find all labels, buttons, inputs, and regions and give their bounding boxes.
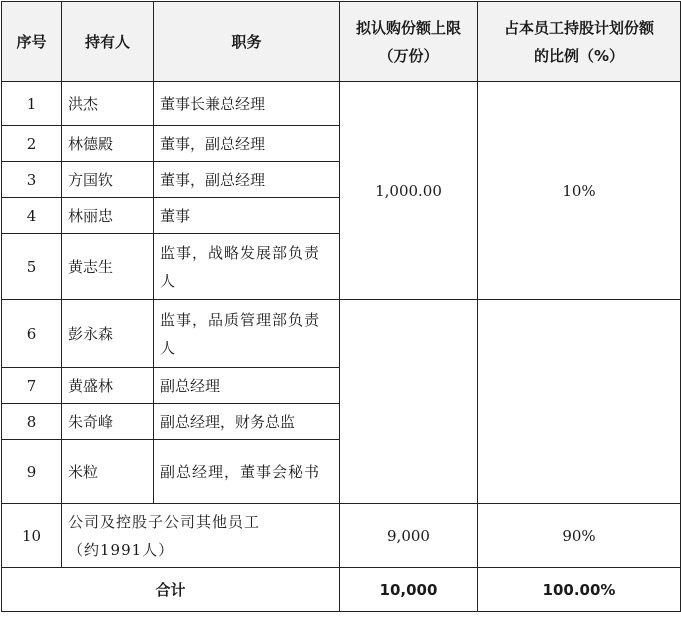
row-position: 副总经理 [154, 368, 340, 404]
row-no: 1 [2, 82, 62, 126]
header-ratio [478, 2, 681, 82]
row-no: 4 [2, 198, 62, 234]
header-position: 职务 [154, 2, 340, 82]
group2-cap-empty [340, 300, 478, 504]
table-row [2, 504, 681, 568]
row-no: 9 [2, 440, 62, 504]
header-ratio-line1: 占本员工持股计划份额 [503, 18, 654, 37]
header-cap-line2: （万份） [378, 46, 439, 65]
row-no: 10 [2, 504, 62, 568]
group1-ratio: 10% [478, 82, 681, 300]
header-row [2, 2, 681, 82]
row-ratio: 90% [478, 504, 681, 568]
row-no: 3 [2, 162, 62, 198]
row-holder: 黄盛林 [62, 368, 154, 404]
header-cap-line1: 拟认购份额上限 [355, 18, 461, 37]
total-ratio: 100.00% [478, 568, 681, 612]
row-holder: 彭永森 [62, 300, 154, 368]
row-no: 2 [2, 126, 62, 162]
header-ratio-line2: 的比例（%） [533, 46, 625, 65]
row-no: 5 [2, 234, 62, 300]
row-holder: 朱奇峰 [62, 404, 154, 440]
group2-ratio-empty [478, 300, 681, 504]
row-position: 监事，战略发展部负责人 [154, 234, 340, 300]
row-no: 8 [2, 404, 62, 440]
table-row [2, 82, 681, 126]
row-holder: 林丽忠 [62, 198, 154, 234]
row-holder: 林德殿 [62, 126, 154, 162]
row-position: 副总经理，财务总监 [154, 404, 340, 440]
row-no: 6 [2, 300, 62, 368]
row-holder: 黄志生 [62, 234, 154, 300]
holders-table [1, 1, 681, 612]
row-position: 董事长兼总经理 [154, 82, 340, 126]
row-holder: 洪杰 [62, 82, 154, 126]
row-position: 监事，品质管理部负责人 [154, 300, 340, 368]
row-no: 7 [2, 368, 62, 404]
total-row [2, 568, 681, 612]
row-holder: 公司及控股子公司其他员工（约1991人） [62, 504, 340, 568]
row-holder: 方国钦 [62, 162, 154, 198]
row-position: 董事 [154, 198, 340, 234]
group1-cap: 1,000.00 [340, 82, 478, 300]
row-position: 董事，副总经理 [154, 162, 340, 198]
row-position: 董事，副总经理 [154, 126, 340, 162]
header-holder: 持有人 [62, 2, 154, 82]
row-holder: 米粒 [62, 440, 154, 504]
row-position: 副总经理，董事会秘书 [154, 440, 340, 504]
table-row [2, 300, 681, 368]
total-cap: 10,000 [340, 568, 478, 612]
row-cap: 9,000 [340, 504, 478, 568]
header-no: 序号 [2, 2, 62, 82]
total-label: 合计 [2, 568, 340, 612]
header-cap [340, 2, 478, 82]
